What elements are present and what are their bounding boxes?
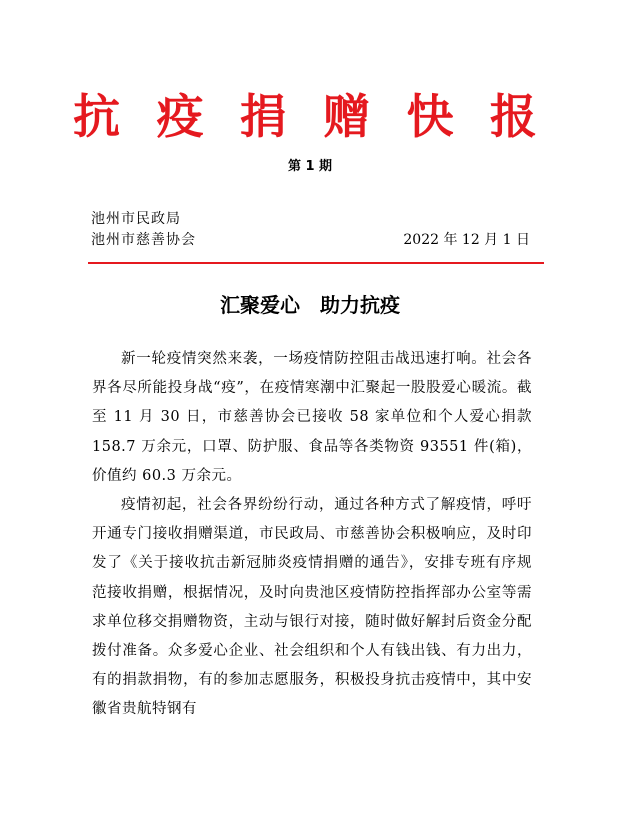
masthead-title: 抗 疫 捐 赠 快 报 — [73, 90, 547, 145]
issuer-charity-association: 池州市慈善协会 — [91, 232, 196, 248]
issuer-civil-affairs: 池州市民政局 — [91, 211, 181, 227]
article-headline: 汇聚爱心 助力抗疫 — [220, 293, 400, 317]
publish-date: 2022 年 12 月 1 日 — [403, 232, 530, 248]
red-divider — [88, 262, 544, 264]
article-body — [92, 345, 532, 725]
paragraph: 疫情初起，社会各界纷纷行动，通过各种方式了解疫情，呼吁开通专门接收捐赠渠道，市民政局、市慈善协会积极响应，及时印发了《关于接收抗击新冠肺炎疫情捐赠的通告》，安排专班有序规范接收捐赠，根据情况，及时向贵池区疫情防控指挥部办公室等需求单位移交捐赠物资，主动与银行对接，随时做好解封后资金分配拨付准备。众多爱心企业、社会组织和个人有钱出钱、有力出力，有的捐款捐物，有的参加志愿服务，积极投身抗击疫情中，其中安徽省贵航特钢有 — [92, 497, 532, 718]
issue-number: 第 1 期 — [287, 159, 333, 174]
paragraph: 新一轮疫情突然来袭，一场疫情防控阻击战迅速打响。社会各界各尽所能投身战“疫”，在疫情寒潮中汇聚起一股股爱心暖流。截至 11 月 30 日，市慈善协会已接收 58 家单位和个人爱心捐款 158.7 万余元，口罩、防护服、食品等各类物资 93551 件(箱)，价值约 60.3 万余元。 — [92, 351, 532, 484]
